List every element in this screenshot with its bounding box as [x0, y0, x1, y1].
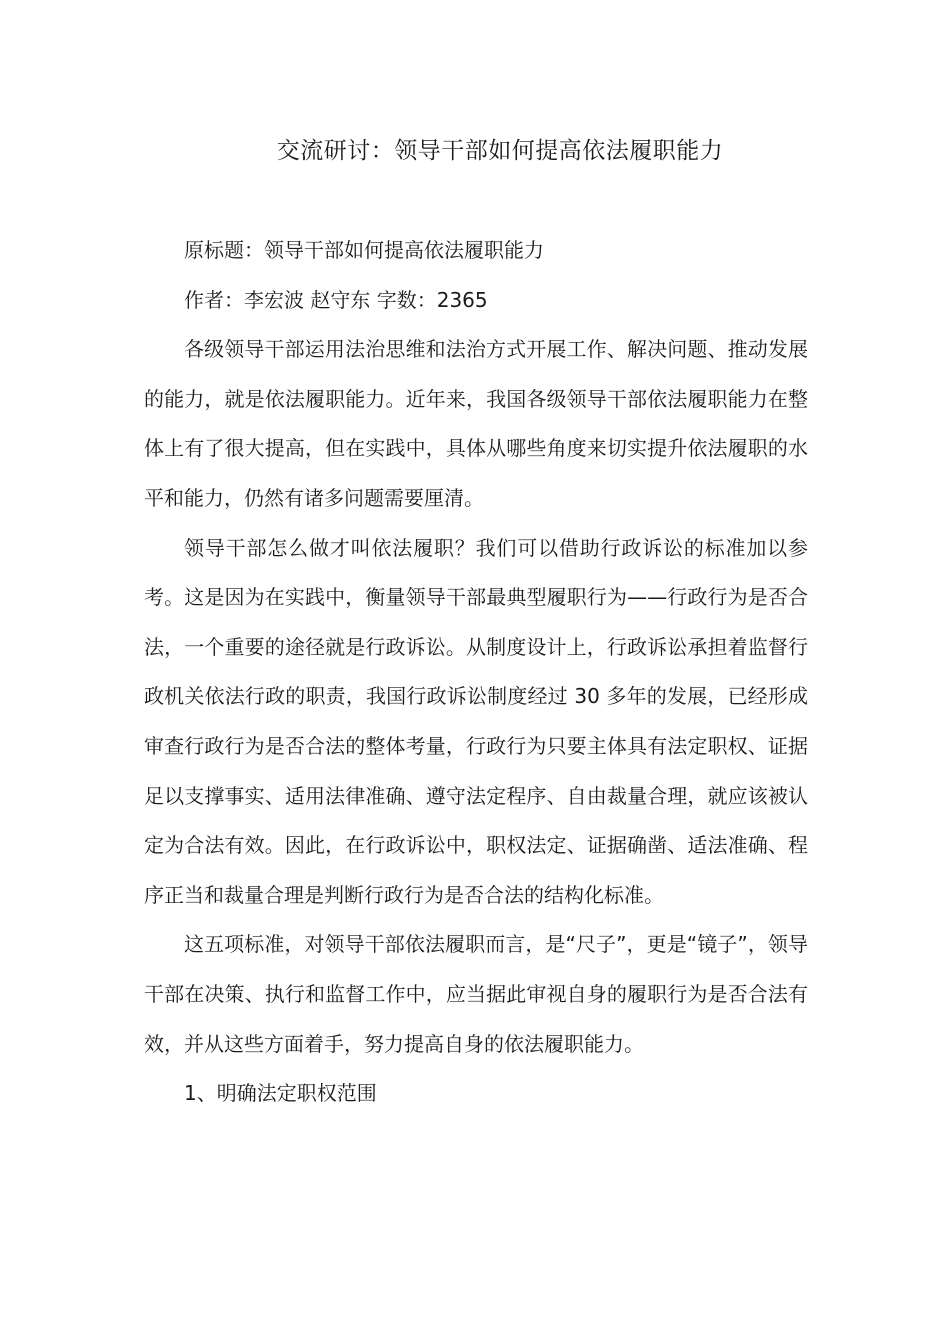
paragraph: 各级领导干部运用法治思维和法治方式开展工作、解决问题、推动发展的能力，就是依法履职能力。近年来，我国各级领导干部依法履职能力在整体上有了很大提高，但在实践中，具体从哪些角度来切实提升依法履职的水平和能力，仍然有诸多问题需要厘清。 — [144, 337, 808, 510]
original-title-line: 原标题：领导干部如何提高依法履职能力 — [184, 238, 544, 262]
document-title: 交流研讨：领导干部如何提高依法履职能力 — [276, 138, 724, 164]
paragraph: 领导干部怎么做才叫依法履职？我们可以借助行政诉讼的标准加以参考。这是因为在实践中，衡量领导干部最典型履职行为——行政行为是否合法，一个重要的途径就是行政诉讼。从制度设计上，行政诉讼承担着监督行政机关依法行政的职责，我国行政诉讼制度经过 30 多年的发展，已经形成审查行政行为是否合法的整体考量，行政行为只要主体具有法定职权、证据足以支撑事实、适用法律准确、遵守法定程序、自由裁量合理，就应该被认定为合法有效。因此，在行政诉讼中，职权法定、证据确凿、适法准确、程序正当和裁量合理是判断行政行为是否合法的结构化标准。 — [144, 535, 808, 907]
section-heading: 1、明确法定职权范围 — [184, 1081, 377, 1106]
document-body — [144, 226, 808, 1119]
paragraph: 这五项标准，对领导干部依法履职而言，是“尺子”，更是“镜子”，领导干部在决策、执行和监督工作中，应当据此审视自身的履职行为是否合法有效，并从这些方面着手，努力提高自身的依法履职能力。 — [144, 932, 808, 1056]
byline: 作者：李宏波 赵守东 字数：2365 — [184, 287, 488, 312]
